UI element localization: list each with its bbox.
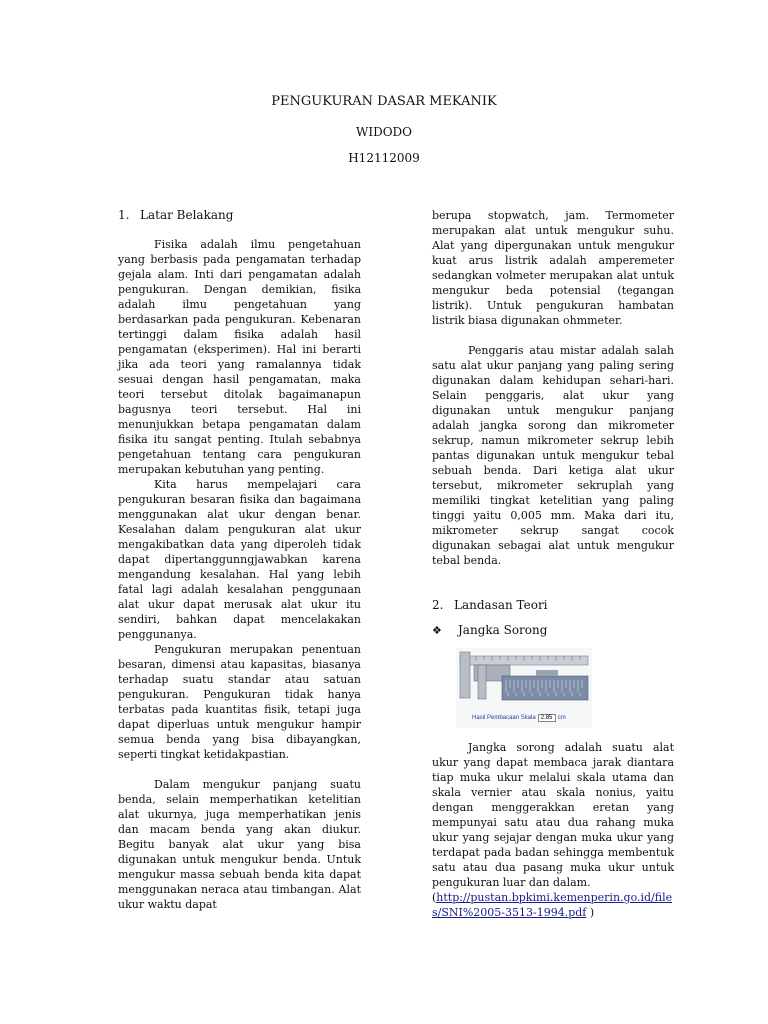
link-close-paren: ) <box>586 906 595 919</box>
caption-label: Hasil Pembacaan Skala <box>472 715 536 721</box>
bullet-item <box>432 623 674 638</box>
paragraph: Fisika adalah ilmu pengetahuan yang berbasis pada pengamatan terhadap gejala alam. Inti dari pengamatan adalah pengukuran. Dengan demikian, fisika adalah ilmu pengetahuan yang berdasarkan pada pengukuran. Kebenaran tertinggi dalam fisika adalah hasil pengamatan (eksperimen). Hal ini berarti jika ada teori yang ramalannya tidak sesuai dengan hasil pengamatan, maka teori tersebut ditolak bagaimanapun bagusnya teori tersebut. Hal ini menunjukkan betapa pengamatan dalam fisika itu sangat penting. Itulah sebabnya pengetahuan tentang cara pengukuran merupakan kebutuhan yang penting. <box>118 238 361 476</box>
reference-link[interactable]: http://pustan.bpkimi.kemenperin.go.id/files/SNI%2005-3513-1994.pdf <box>432 891 673 919</box>
figure-caption <box>472 714 566 722</box>
reading-value: 2.85 <box>538 714 556 722</box>
diamond-bullet-icon: ❖ <box>432 624 442 637</box>
section-title: Latar Belakang <box>140 208 234 222</box>
paper-title: PENGUKURAN DASAR MEKANIK <box>271 94 497 109</box>
author-name: WIDODO <box>356 125 412 139</box>
section-heading-2 <box>432 598 674 613</box>
left-column <box>118 208 361 912</box>
paragraph: Jangka sorong adalah suatu alat ukur yang dapat membaca jarak diantara tiap muka ukur melalui skala utama dan skala vernier atau skala nonius, yaitu dengan menggerakkan eretan yang mempunyai satu atau dua rahang muka ukur yang sejajar dengan muka ukur yang terdapat pada badan sehingga membentuk satu atau dua pasang muka ukur untuk pengukuran luar dan dalam. <box>432 741 674 889</box>
student-id: H12112009 <box>348 151 420 165</box>
section-heading-1 <box>118 208 361 223</box>
reading-unit: cm <box>557 715 566 721</box>
link-open-paren: ( <box>432 891 437 904</box>
bullet-title: Jangka Sorong <box>458 623 548 637</box>
section-number: 1. <box>118 208 130 222</box>
section-title: Landasan Teori <box>454 598 548 612</box>
vernier-caliper-figure <box>456 648 592 728</box>
paragraph: Dalam mengukur panjang suatu benda, selain memperhatikan ketelitian alat ukurnya, juga memperhatikan jenis dan macam benda yang akan diukur. Begitu banyak alat ukur yang bisa digunakan untuk mengukur benda. Untuk mengukur massa sebuah benda kita dapat menggunakan neraca atau timbangan. Alat ukur waktu dapat <box>118 778 361 911</box>
paragraph: Kita harus mempelajari cara pengukuran besaran fisika dan bagaimana menggunakan alat ukur dengan benar. Kesalahan dalam pengukuran alat ukur mengakibatkan data yang diperoleh tidak dapat dipertanggunngjawabkan karena mengandung kesalahan. Hal yang lebih fatal lagi adalah kesalahan penggunaan alat ukur dapat merusak alat ukur itu sendiri, bahkan dapat mencelakakan penggunanya. <box>118 478 361 641</box>
right-column <box>432 208 674 920</box>
paragraph: Penggaris atau mistar adalah salah satu alat ukur panjang yang paling sering digunakan dalam kehidupan sehari-hari. Selain penggaris, alat ukur yang digunakan untuk mengukur panjang adalah jangka sorong dan mikrometer sekrup, namun mikrometer sekrup lebih pantas digunakan untuk mengukur tebal sebuah benda. Dari ketiga alat ukur tersebut, mikrometer sekruplah yang memiliki tingkat ketelitian yang paling tinggi yaitu 0,005 mm. Maka dari itu, mikrometer sekrup sangat cocok digunakan sebagai alat untuk mengukur tebal benda. <box>432 344 674 567</box>
reference-line <box>432 890 674 920</box>
section-number: 2. <box>432 598 444 612</box>
paragraph: berupa stopwatch, jam. Termometer merupakan alat untuk mengukur suhu. Alat yang dipergunakan untuk mengukur kuat arus listrik adalah amperemeter sedangkan volmeter merupakan alat untuk mengukur beda potensial (tegangan listrik). Untuk pengukuran hambatan listrik biasa digunakan ohmmeter. <box>432 209 674 327</box>
paragraph: Pengukuran merupakan penentuan besaran, dimensi atau kapasitas, biasanya terhadap suatu standar atau satuan pengukuran. Pengukuran tidak hanya terbatas pada kuantitas fisik, tetapi juga dapat diperluas untuk mengukur hampir semua benda yang bisa dibayangkan, seperti tingkat ketidakpastian. <box>118 643 361 761</box>
